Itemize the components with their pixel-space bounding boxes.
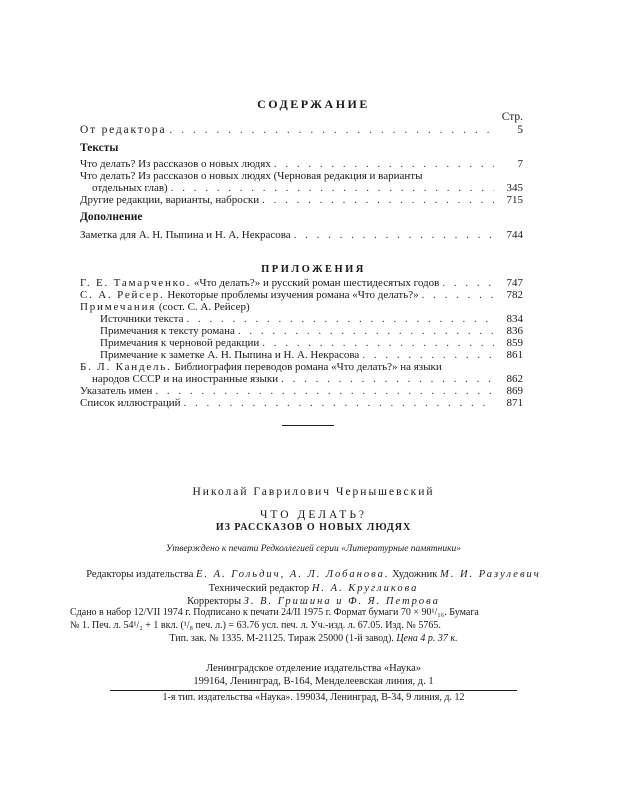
page-column-label: Стр. [501, 111, 523, 123]
toc-entry-note[interactable]: Заметка для А. Н. Пыпина и Н. А. Некрасова . . . 744 [80, 229, 523, 241]
imprint-editors [0, 568, 627, 609]
print-info-line1: Сдано в набор 12/VII 1974 г. Подписано к печати 24/II 1975 г. Формат бумаги 70 × 90¹/₁₆. Бумага [70, 607, 479, 618]
imprint-title: ЧТО ДЕЛАТЬ? [259, 509, 368, 521]
print-info-line2: № 1. Печ. л. 54¹/₂ + 1 вкл. (¹/₈ печ. л.) = 63.76 усл. печ. л. Уч.-изд. л. 67.05. Изд. № 5765. [70, 620, 441, 631]
imprint-author: Николай Гаврилович Чернышевский [192, 486, 435, 498]
print-info-line3: Тип. зак. № 1335. М-21125. Тираж 25000 (1-й завод). Цена 4 р. 37 к. [169, 633, 458, 644]
toc-entry-draft-cont[interactable]: отдельных глав) . . . 345 [80, 182, 523, 194]
supplement-heading: Дополнение [80, 211, 143, 223]
toc-entry-notes-text[interactable]: Примечания к тексту романа . . . 836 [80, 325, 523, 337]
publisher-rule [110, 690, 517, 691]
toc-entry-draft[interactable]: Что делать? Из рассказов о новых людях (Черновая редакция и варианты [80, 170, 423, 182]
imprint-printer: 1-я тип. издательства «Наука». 199034, Ленинград, В-34, 9 линия, д. 12 [162, 692, 465, 703]
editors-line: Редакторы издательства Е. А. Гольдич, А. Л. Лобанова. Художник М. И. Разулевич [86, 569, 541, 580]
imprint-publisher: Ленинградское отделение издательства «Наука» 199164, Ленинград, В-164, Менделеевская линия, д. 1 [193, 663, 434, 687]
toc-entry-tamarchenko[interactable]: Г. Е. Тамарченко. «Что делать?» и русский роман шестидесятых годов . . . 747 [80, 277, 523, 289]
tech-editor-line: Технический редактор Н. А. Кругликова [208, 582, 419, 594]
imprint-print-info [70, 606, 557, 645]
toc-entry-reiser[interactable]: С. А. Рейсер. Некоторые проблемы изучения романа «Что делать?» . . . 782 [80, 289, 523, 301]
toc-entry-illustrations[interactable]: Список иллюстраций . . . 871 [80, 397, 523, 409]
imprint-approved: Утверждено к печати Редколлегией серии «Литературные памятники» [165, 544, 462, 554]
divider [282, 425, 334, 426]
proofreaders-line: Корректоры З. В. Гришина и Ф. Я. Петрова [187, 596, 440, 607]
toc-entry-kandel[interactable]: Б. Л. Кандель. Библиография переводов романа «Что делать?» на языки [80, 361, 442, 373]
toc-appendices [80, 277, 523, 409]
toc-entry-notes-draft[interactable]: Примечания к черновой редакции . . . 859 [80, 337, 523, 349]
toc-main [80, 124, 523, 136]
toc-entry-notes[interactable]: Примечания (сост. С. А. Рейсер) [80, 301, 250, 313]
toc-entry-sources[interactable]: Источники текста . . . 834 [80, 313, 523, 325]
toc-entry-index[interactable]: Указатель имен . . . 869 [80, 385, 523, 397]
texts-heading: Тексты [80, 142, 119, 154]
toc-title: СОДЕРЖАНИЕ [257, 97, 370, 111]
toc-entry-notes-memo[interactable]: Примечание к заметке А. Н. Пыпина и Н. А. Некрасова . . . 861 [80, 349, 523, 361]
toc-entry-other-editions[interactable]: Другие редакции, варианты, наброски . . . 715 [80, 194, 523, 206]
toc-entry-novel[interactable]: Что делать? Из рассказов о новых людях . . . 7 [80, 158, 523, 170]
toc-entry-kandel-cont[interactable]: народов СССР и на иностранные языки . . . 862 [80, 373, 523, 385]
toc-entry-from-editor[interactable]: От редактора . . . 5 [80, 124, 523, 136]
toc-texts [80, 142, 523, 241]
appendices-title: ПРИЛОЖЕНИЯ [261, 264, 366, 275]
imprint-subtitle: ИЗ РАССКАЗОВ О НОВЫХ ЛЮДЯХ [215, 522, 412, 533]
